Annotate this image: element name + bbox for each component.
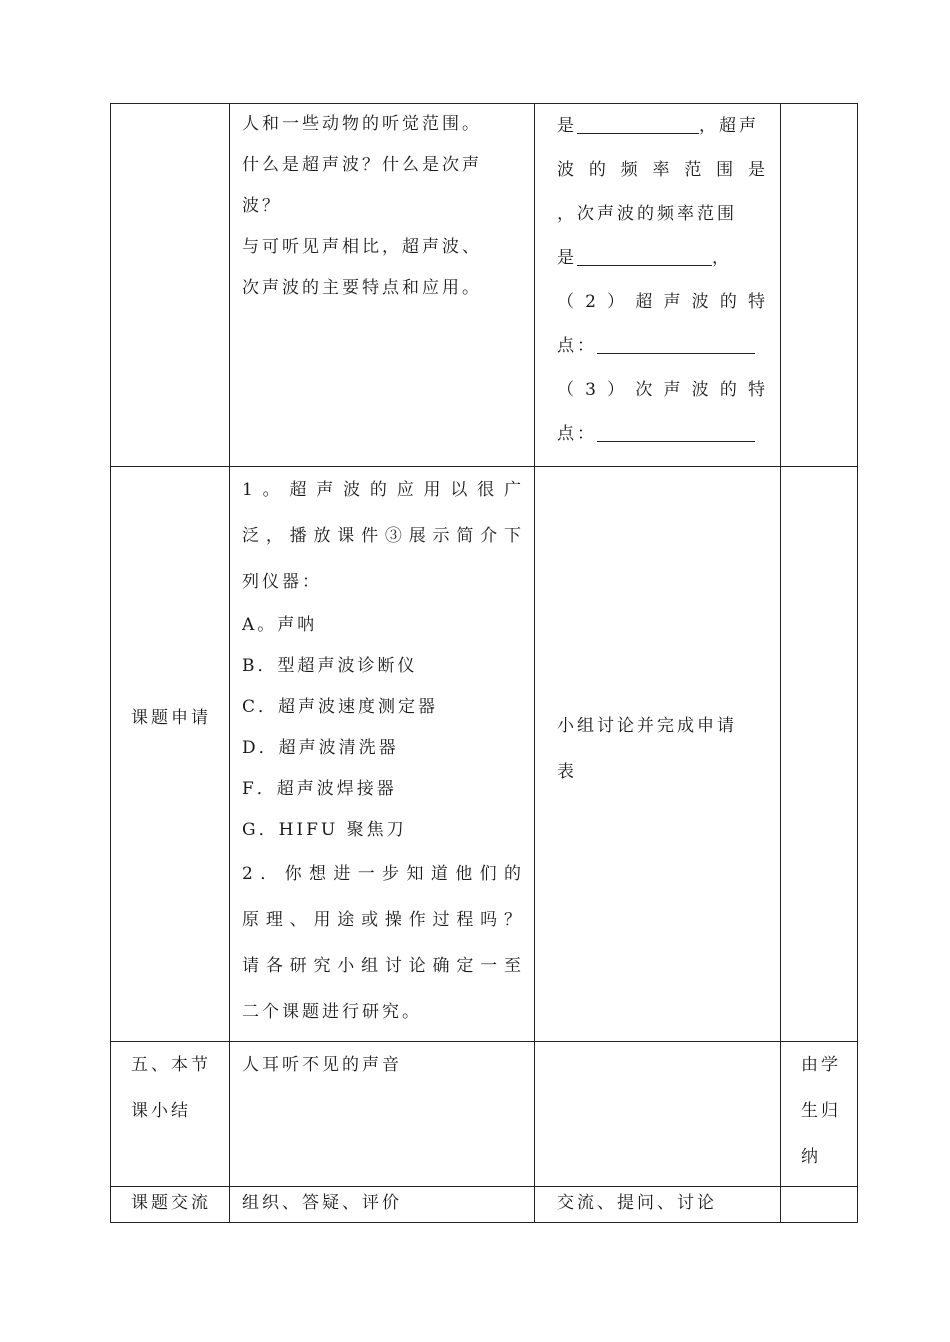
row2-label-cell bbox=[111, 467, 230, 1042]
text-line: 波？ bbox=[242, 196, 282, 216]
text-line: 2．你想进一步知道他们的 bbox=[242, 864, 524, 884]
text-line: ，次声波的频率范围 bbox=[557, 204, 737, 224]
text-line: 人耳听不见的声音 bbox=[242, 1055, 402, 1075]
text-line: 什么是超声波？什么是次声 bbox=[242, 155, 482, 175]
table-row bbox=[111, 1187, 858, 1223]
row4-student-cell bbox=[535, 1187, 781, 1223]
text-line: C．超声波速度测定器 bbox=[242, 697, 439, 717]
row2-note-cell bbox=[781, 467, 858, 1042]
text-line: 小组讨论并完成申请 bbox=[557, 716, 737, 736]
row2-content-cell bbox=[230, 467, 535, 1042]
text-fragment: 是 bbox=[557, 116, 577, 136]
row3-note-cell bbox=[781, 1042, 858, 1187]
table-row bbox=[111, 467, 858, 1042]
text-line: 列仪器： bbox=[242, 572, 322, 592]
text-line: 原理、用途或操作过程吗？ bbox=[242, 910, 524, 930]
row2-student-cell bbox=[535, 467, 781, 1042]
row4-label-cell bbox=[111, 1187, 230, 1223]
fill-blank[interactable] bbox=[597, 336, 755, 354]
table-row bbox=[111, 1042, 858, 1187]
text-line: （3）次声波的特 bbox=[557, 380, 768, 400]
text-line: 组织、答疑、评价 bbox=[242, 1193, 402, 1213]
text-line: 五、本节 bbox=[131, 1055, 211, 1075]
row-label: 课题申请 bbox=[131, 708, 211, 728]
text-line: F．超声波焊接器 bbox=[242, 779, 397, 799]
text-line: 二个课题进行研究。 bbox=[242, 1002, 422, 1022]
row1-student-cell bbox=[535, 104, 781, 467]
row4-note-cell bbox=[781, 1187, 858, 1223]
text-line: 课小结 bbox=[131, 1101, 191, 1121]
text-fragment: 点： bbox=[557, 336, 597, 356]
text-fragment: ， bbox=[712, 248, 732, 268]
text-line: 泛，播放课件③展示简介下 bbox=[242, 526, 524, 546]
row1-content-cell bbox=[230, 104, 535, 467]
row1-note-cell bbox=[781, 104, 858, 467]
text-line: 交流、提问、讨论 bbox=[557, 1193, 717, 1213]
row3-student-cell bbox=[535, 1042, 781, 1187]
fill-blank[interactable] bbox=[577, 116, 699, 134]
text-line: A。声呐 bbox=[242, 615, 318, 635]
lesson-plan-table bbox=[110, 103, 858, 1223]
fill-blank[interactable] bbox=[597, 424, 755, 442]
text-line: 波的频率范围是 bbox=[557, 160, 768, 180]
text-line: 请各研究小组讨论确定一至 bbox=[242, 956, 524, 976]
table-row bbox=[111, 104, 858, 467]
text-fragment: 是 bbox=[557, 248, 577, 268]
text-line: 由学 bbox=[801, 1055, 841, 1075]
text-line: 课题交流 bbox=[131, 1193, 211, 1213]
text-line: D．超声波清洗器 bbox=[242, 738, 399, 758]
row1-label-cell bbox=[111, 104, 230, 467]
text-line: 生归 bbox=[801, 1101, 841, 1121]
text-line: 纳 bbox=[801, 1147, 821, 1167]
text-line: 人和一些动物的听觉范围。 bbox=[242, 114, 482, 134]
text-line: 1。超声波的应用以很广 bbox=[242, 480, 524, 500]
text-line: （2）超声波的特 bbox=[557, 292, 768, 312]
fill-blank[interactable] bbox=[577, 248, 712, 266]
text-line: 表 bbox=[557, 762, 577, 782]
row3-label-cell bbox=[111, 1042, 230, 1187]
text-line: 次声波的主要特点和应用。 bbox=[242, 278, 482, 298]
row4-content-cell bbox=[230, 1187, 535, 1223]
text-fragment: ，超声 bbox=[699, 116, 759, 136]
text-line: G．HIFU 聚焦刀 bbox=[242, 820, 407, 840]
text-line: B．型超声波诊断仪 bbox=[242, 656, 418, 676]
text-fragment: 点： bbox=[557, 424, 597, 444]
text-line: 与可听见声相比，超声波、 bbox=[242, 237, 482, 257]
row3-content-cell bbox=[230, 1042, 535, 1187]
